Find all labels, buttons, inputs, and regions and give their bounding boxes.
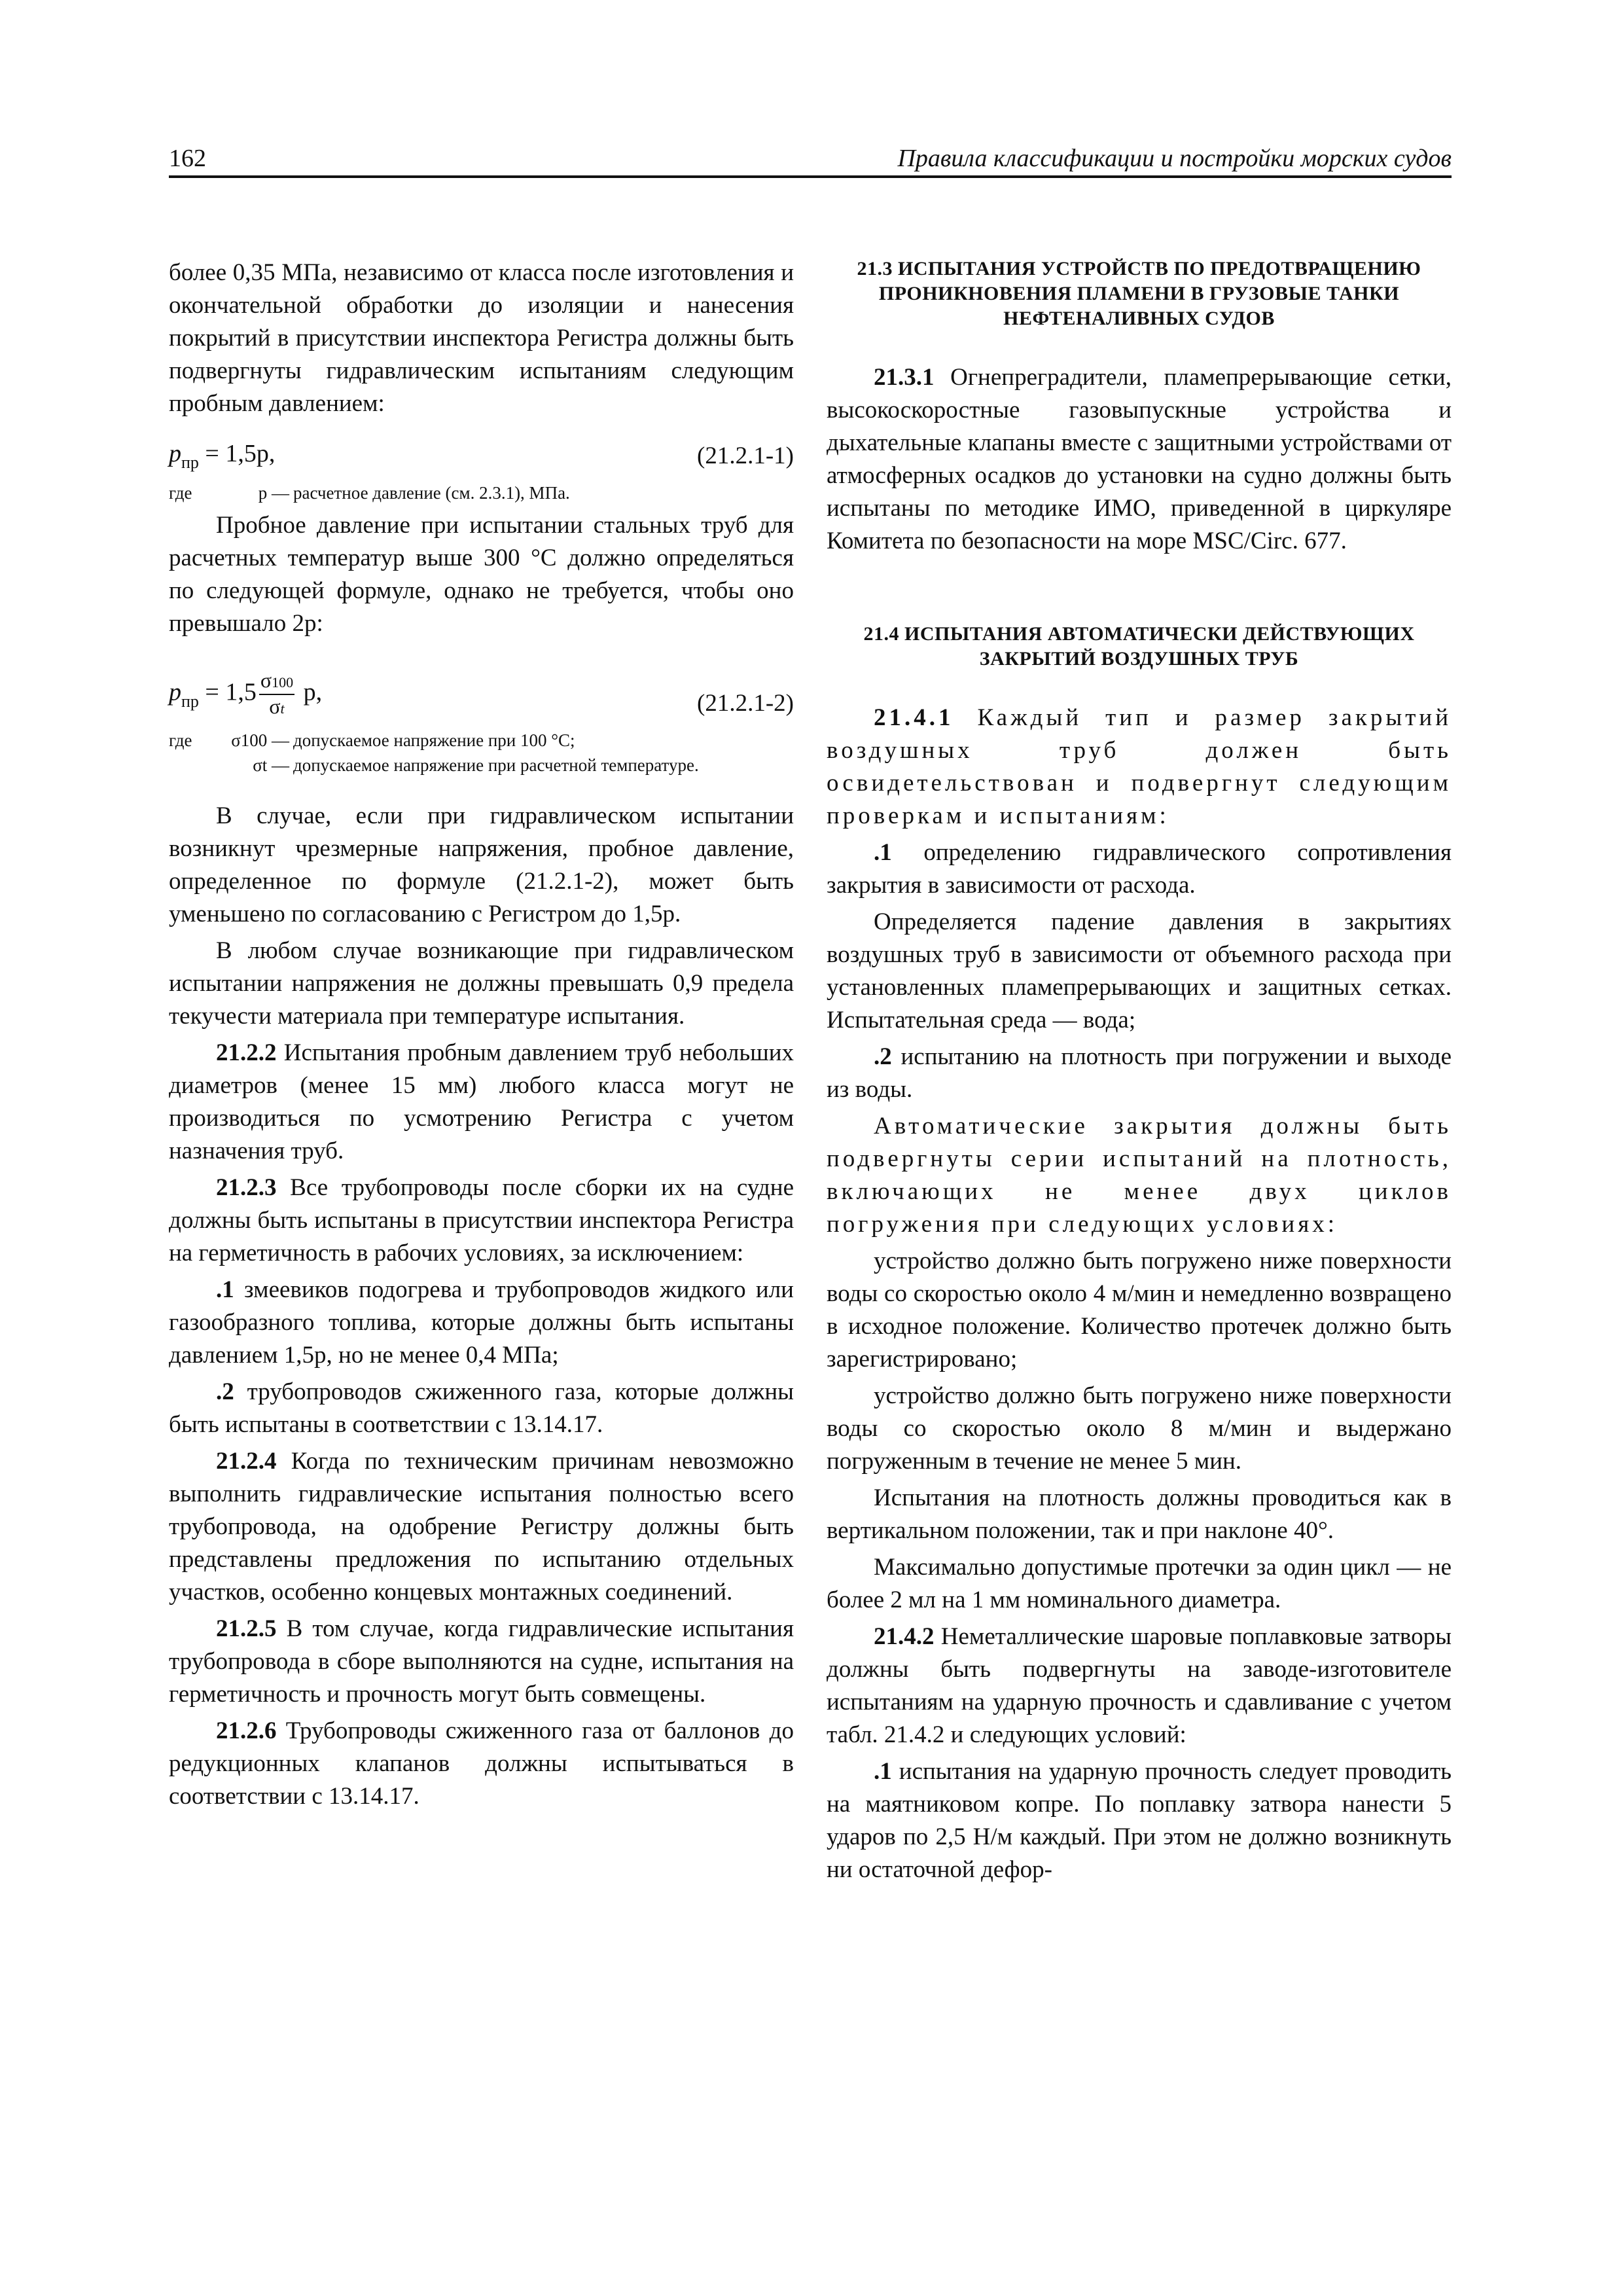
formula-21-2-1-1 [169, 437, 794, 478]
formula-legend [169, 728, 794, 778]
legend-symbol: p — [258, 483, 289, 503]
paragraph: более 0,35 МПа, независимо от класса после изготовления и окончательной обработки до изоляции и нанесения покрытий в присутствии инспектора Регистра должны быть подвергнуты гидравлическим испытаниям следующим пробным давлением: [169, 259, 794, 417]
running-title: Правила классификации и постройки морских судов [897, 145, 1452, 172]
clause-21-2-6: 21.2.6 Трубопроводы сжиженного газа от баллонов до редукционных клапанов должны испытываться в соответствии с 13.14.17. [169, 1717, 794, 1810]
paragraph: устройство должно быть погружено ниже поверхности воды со скоростью около 4 м/мин и немедленно возвращено в исходное положение. Количество протечек должно быть зарегистрировано; [827, 1247, 1452, 1372]
clause-21-2-2: 21.2.2 Испытания пробным давлением труб небольших диаметров (менее 15 мм) любого класса могут не производиться по усмотрению Регистра с учетом назначения труб. [169, 1039, 794, 1164]
clause-number: 21.2.6 [216, 1717, 277, 1744]
legend-where: где [169, 730, 192, 750]
legend-where: где [169, 483, 192, 503]
clause-21-3-1: 21.3.1 Огнепреградители, пламепрерывающие сетки, высокоскоростные газовыпускные устройства и дыхательные клапаны вместе с защитными устройствами от атмосферных осадков до установки на судно должны быть испытаны по методике ИМО, приведенной в циркуляре Комитета по безопасности на море MSC/Circ. 677. [827, 364, 1452, 554]
clause-number: 21.4.2 [874, 1623, 935, 1650]
list-item: .2 испытанию на плотность при погружении и выходе из воды. [827, 1043, 1452, 1103]
list-item: .1 змеевиков подогрева и трубопроводов жидкого или газообразного топлива, которые должны быть испытаны давлением 1,5p, но не менее 0,4 МПа; [169, 1276, 794, 1369]
paragraph: Максимально допустимые протечки за один цикл — не более 2 мл на 1 мм номинального диаметра. [827, 1554, 1452, 1613]
list-item: .1 испытания на ударную прочность следует проводить на маятниковом копре. По поплавку затвора нанести 5 ударов по 2,5 Н/м каждый. При этом не должно возникнуть ни остаточной дефор- [827, 1758, 1452, 1883]
formula-expression: $p_{пр} = 1,5p$, [169, 440, 276, 472]
clause-number: 21.3.1 [874, 364, 935, 391]
legend-symbol: σt — [253, 755, 289, 775]
clause-21-4-1: 21.4.1 Каждый тип и размер закрытий воздушных труб должен быть освидетельствован и подвергнут следующим проверкам и испытаниям: [827, 704, 1452, 829]
right-column [827, 257, 1452, 1886]
clause-number: 21.2.3 [216, 1174, 277, 1201]
page-number: 162 [169, 145, 206, 172]
section-heading-21-4: 21.4 ИСПЫТАНИЯ АВТОМАТИЧЕСКИ ДЕЙСТВУЮЩИХ ЗАКРЫТИЙ ВОЗДУШНЫХ ТРУБ [863, 623, 1415, 670]
formula-legend [169, 480, 794, 505]
clause-21-2-4: 21.2.4 Когда по техническим причинам невозможно выполнить гидравлические испытания полностью всего трубопровода, на одобрение Регистру должны быть представлены предложения по испытанию отдельных участков, особенно концевых монтажных соединений. [169, 1448, 794, 1605]
formula-expression: $p_{пр} = 1,5$ $\frac{\sigma 100}{\sigma t}$ p, [169, 669, 322, 720]
page-header [169, 143, 1452, 177]
legend-symbol: σ100 — [231, 730, 289, 750]
legend-description: допускаемое напряжение при расчетной температуре. [293, 755, 699, 775]
left-column [169, 257, 794, 1813]
legend-description: допускаемое напряжение при 100 °С; [293, 730, 575, 750]
list-item: .2 трубопроводов сжиженного газа, которые должны быть испытаны в соответствии с 13.14.17. [169, 1378, 794, 1438]
header-rule [169, 175, 1452, 178]
clause-21-4-2: 21.4.2 Неметаллические шаровые поплавковые затворы должны быть подвергнуты на заводе-изготовителе испытаниям на ударную прочность и сдавливание с учетом табл. 21.4.2 и следующих условий: [827, 1623, 1452, 1748]
clause-number: 21.2.5 [216, 1615, 277, 1642]
paragraph: Испытания на плотность должны проводиться как в вертикальном положении, так и при наклоне 40°. [827, 1484, 1452, 1544]
paragraph: устройство должно быть погружено ниже поверхности воды со скоростью около 8 м/мин и выдержано погруженным в течение не менее 5 мин. [827, 1382, 1452, 1475]
paragraph: Определяется падение давления в закрытиях воздушных труб в зависимости от объемного расхода при установленных пламепрерывающих и защитных сетках. Испытательная среда — вода; [827, 908, 1452, 1033]
fraction: $\frac{\sigma 100}{\sigma t}$ [260, 668, 294, 718]
list-item: .1 определению гидравлического сопротивления закрытия в зависимости от расхода. [827, 839, 1452, 899]
clause-number: 21.2.4 [216, 1448, 277, 1475]
section-heading-21-3: 21.3 ИСПЫТАНИЯ УСТРОЙСТВ ПО ПРЕДОТВРАЩЕНИЮ ПРОНИКНОВЕНИЯ ПЛАМЕНИ В ГРУЗОВЫЕ ТАНКИ НЕФТЕНАЛИВНЫХ СУДОВ [857, 258, 1421, 329]
formula-21-2-1-2 [169, 662, 794, 725]
clause-21-2-5: 21.2.5 В том случае, когда гидравлические испытания трубопровода в сборе выполняются на судне, испытания на герметичность и прочность могут быть совмещены. [169, 1615, 794, 1708]
clause-number: 21.2.2 [216, 1039, 277, 1066]
paragraph: Пробное давление при испытании стальных труб для расчетных температур выше 300 °С должно определяться по следующей формуле, однако не требуется, чтобы оно превышало 2p: [169, 512, 794, 637]
paragraph: Автоматические закрытия должны быть подвергнуты серии испытаний на плотность, включающих не менее двух циклов погружения при следующих условиях: [827, 1113, 1452, 1238]
paragraph: В любом случае возникающие при гидравлическом испытании напряжения не должны превышать 0,9 предела текучести материала при температуре испытания. [169, 937, 794, 1030]
formula-number: (21.2.1-1) [697, 442, 794, 469]
paragraph: В случае, если при гидравлическом испытании возникнут чрезмерные напряжения, пробное давление, определенное по формуле (21.2.1-2), может быть уменьшено по согласованию с Регистром до 1,5p. [169, 802, 794, 927]
formula-number: (21.2.1-2) [697, 690, 794, 717]
clause-number: 21.4.1 [874, 704, 954, 731]
clause-21-2-3: 21.2.3 Все трубопроводы после сборки их на судне должны быть испытаны в присутствии инспектора Регистра на герметичность в рабочих условиях, за исключением: [169, 1174, 794, 1266]
legend-description: расчетное давление (см. 2.3.1), МПа. [293, 483, 570, 503]
